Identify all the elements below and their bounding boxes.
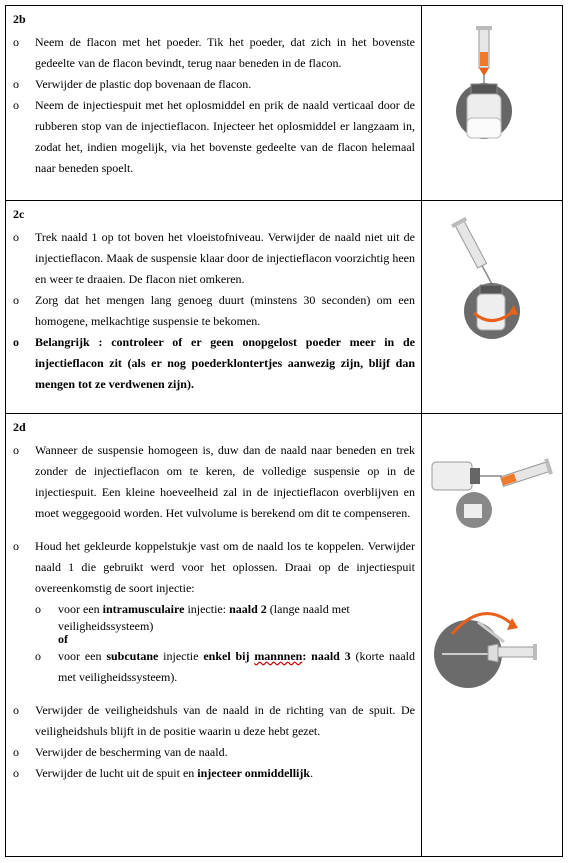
sub-list-item-intramuscular: o voor een intramusculaire injectie: naald 2 (lange naald met	[6, 599, 421, 620]
step-title: 2c	[13, 207, 25, 221]
twist-needle-illustration	[422, 594, 562, 704]
list-item: o Verwijder de veiligheidshuls van de naald in de richting van de spuit. De veiligheidshuls blijft in de positie waarin u deze hebt gezet.	[6, 700, 421, 742]
withdraw-suspension-illustration	[422, 432, 562, 542]
list-item: o Verwijder de plastic dop bovenaan de flacon.	[6, 74, 421, 95]
step-2c-text	[6, 201, 422, 414]
sub-list-item-subcutaneous: o voor een subcutane injectie enkel bij mannnen: naald 3 (korte naald met veiligheidssysteem).	[6, 646, 421, 688]
step-2c-image	[422, 201, 563, 414]
important-note: o Belangrijk : controleer of er geen onopgelost poeder meer in de injectieflacon zit (als er nog poederklontertjes aanwezig zijn, blijf dan mengen tot ze verdwenen zijn).	[6, 332, 421, 395]
instruction-table	[5, 5, 563, 857]
step-title: 2d	[13, 420, 26, 434]
step-2d-text	[6, 414, 422, 857]
list-item: o Wanneer de suspensie homogeen is, duw dan de naald naar beneden en trek zonder de injectieflacon om te keren, de volledige suspensie op in de injectiespuit. Een kleine hoeveelheid zal in de injectieflacon overblijven en moet weggegooid worden. Het vulvolume is berekend om dit te compenseren.	[6, 440, 421, 524]
swirl-vial-illustration	[422, 201, 562, 414]
list-item: o Neem de flacon met het poeder. Tik het poeder, dat zich in het bovenste gedeelte van de flacon bevindt, terug naar beneden in de flacon.	[6, 32, 421, 74]
step-2b-image	[422, 6, 563, 201]
list-item-inject: o Verwijder de lucht uit de spuit en injecteer onmiddellijk.	[6, 763, 421, 784]
step-2d-image	[422, 414, 563, 857]
step-title: 2b	[13, 12, 26, 26]
list-item: o Neem de injectiespuit met het oplosmiddel en prik de naald verticaal door de rubberen stop van de injectieflacon. Injecteer het oplosmiddel er langzaam in, zodat het, indien mogelijk, via het bovenste gedeelte van de flacon helemaal naar beneden spoelt.	[6, 95, 421, 179]
list-item: o Verwijder de bescherming van de naald.	[6, 742, 421, 763]
syringe-into-vial-illustration	[422, 6, 562, 201]
list-item: o Houd het gekleurde koppelstukje vast om de naald los te koppelen. Verwijder naald 1 die gebruikt werd voor het oplossen. Draai op de injectiespuit overeenkomstig de soort injectie:	[6, 536, 421, 599]
step-2b-text	[6, 6, 422, 201]
or-label: of	[58, 632, 68, 646]
list-item: o Trek naald 1 op tot boven het vloeistofniveau. Verwijder de naald niet uit de injectieflacon. Maak de suspensie klaar door de injectieflacon voorzichtig heen en weer te draaien. De flacon niet omkeren.	[6, 227, 421, 290]
list-item: o Zorg dat het mengen lang genoeg duurt (minstens 30 seconden) om een homogene, melkachtige suspensie te bekomen.	[6, 290, 421, 332]
sub-list-continuation: veiligheidssysteem)	[58, 619, 154, 633]
